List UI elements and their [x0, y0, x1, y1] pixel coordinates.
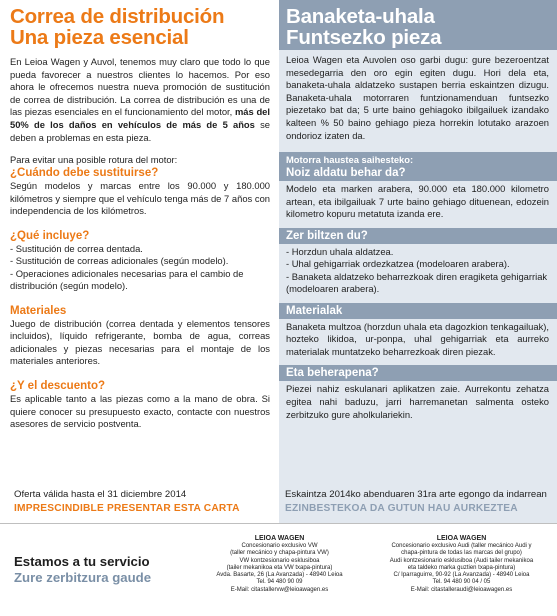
dealer-address: Avda. Basarte, 26 (La Avanzada) - 48940 Leioa — [216, 572, 343, 579]
spanish-intro-highlight: más del 50% de los daños en vehículos de más de 5 años — [10, 106, 270, 130]
dealer-vw-contact — [192, 534, 367, 594]
list-item: - Sustitución de correas adicionales (según modelo). — [10, 255, 229, 267]
basque-title-line1: Banaketa-uhala — [286, 5, 435, 28]
basque-q-materials: Materialak — [279, 303, 557, 319]
spanish-pre-heading: Para evitar una posible rotura del motor: — [10, 154, 178, 166]
spanish-q-when: ¿Cuándo debe sustituirse? — [10, 167, 159, 180]
dealer-line: VW kontzesionario esklusiboa — [239, 557, 320, 564]
dealer-line: chapa-pintura de todas las marcas del grupo) — [401, 550, 522, 557]
spanish-q-discount: ¿Y el descuento? — [10, 379, 106, 392]
spanish-offer-validity: Oferta válida hasta el 31 diciembre 2014 — [14, 489, 187, 500]
spanish-title-line2: Una pieza esencial — [10, 26, 189, 49]
basque-a-when: Modelo eta marken arabera, 90.000 eta 180.000 kilometro artean, eta ibilgailuak 7 urte baino gehiago dituenean, edozein kilometro kopuru metatuta izanda ere. — [286, 183, 549, 220]
list-item: - Sustitución de correa dentada. — [10, 242, 143, 254]
basque-a-discount: Piezei nahiz eskulanari aplikatzen zaie. Aurrekontu zehatza egitea nahi baduzu, jarri harremanetan salmenta osteko zerbitzuko gure aholkulariekin. — [286, 383, 549, 420]
dealer-address: C/ Iparraguirre, 90-92 (La Avanzada) - 48940 Leioa — [393, 572, 530, 579]
list-item: - Horzdun uhala aldatzea. — [286, 245, 394, 257]
dealer-line: Concesionario exclusivo Audi (taller mecánico Audi y — [391, 543, 532, 549]
dealer-email-link[interactable]: E-Mail: citastallervw@leioawagen.es — [230, 586, 329, 593]
basque-offer-validity: Eskaintza 2014ko abenduaren 31ra arte egongo da indarrean — [285, 489, 547, 500]
spanish-q-includes: ¿Qué incluye? — [10, 229, 90, 242]
dealer-audi-contact — [374, 534, 549, 594]
list-item: - Uhal gehigarriak ordezkatzea (modeloaren arabera). — [286, 258, 510, 270]
dealer-line: eta taldeko marka guztien txapa-pintura) — [407, 564, 516, 571]
dealer-name: LEIOA WAGEN — [436, 535, 487, 542]
basque-title-block — [279, 0, 557, 50]
dealer-line: Audi kontzesionario esklusiboa (Audi tailer mekanikoa — [389, 557, 534, 564]
basque-must-present: EZINBESTEKOA DA GUTUN HAU AURKEZTEA — [285, 503, 518, 514]
dealer-phone: Tel. 94 480 90 04 / 05 — [432, 579, 491, 586]
spanish-a-discount: Es aplicable tanto a las piezas como a la mano de obra. Si quiere conocer su presupuesto exacto, contacte con nuestros asesores de servicio postventa. — [10, 392, 270, 430]
list-item: - Operaciones adicionales necesarias para el cambio de distribución (según modelo). — [10, 267, 244, 292]
basque-a-materials: Banaketa multzoa (horzdun uhala eta dagozkion tenkagailuak), hozteko likidoa, ur-ponpa, uhal gehigarriak eta aurreko materialak muntatzeko beharrezkoak diren piezak. — [286, 320, 549, 357]
basque-pre-heading: Motorra hausteа saihesteko: — [279, 152, 557, 166]
basque-q-includes: Zer biltzen du? — [279, 228, 557, 244]
dealer-line: (taller mecánico y chapa-pintura VW) — [230, 550, 329, 557]
basque-intro: Leioa Wagen eta Auvolen oso garbi dugu: gure bezeroentzat mesedegarria den oro egin egiten dugu. Hori dela eta, banaketa-uhala aldatzeko sustapen berria eskaintzen dizugu. Banaketa-uhala motorraren funtzionamenduan funtsezko piezetako bat da; 5 urte baino gehiagoko ibilgailuek izandako kalteen % 50 baino gehiago pieza horrekin lotutako arazoen ondorioz izaten da. — [286, 54, 549, 141]
dealer-phone: Tel. 94 480 90 09 — [256, 579, 303, 586]
footer — [0, 523, 557, 616]
spanish-title-line1: Correa de distribución — [10, 5, 225, 28]
dealer-name: LEIOA WAGEN — [254, 535, 305, 542]
spanish-q-materials: Materiales — [10, 304, 67, 317]
dealer-line: Concesionario exclusivo VW — [241, 543, 318, 549]
service-slogan-spanish: Estamos a tu servicio — [14, 554, 150, 569]
list-item: - Banaketa aldatzeko beharrezkoak diren eragiketa gehigarriak (modeloaren arabera). — [286, 270, 548, 295]
dealer-line: (tailer mekanikoa eta VW txapa-pintura) — [226, 564, 333, 571]
spanish-intro: En Leioa Wagen y Auvol, tenemos muy claro que todo lo que pueda favorecer a nuestros clientes lo hacemos. Por eso ahora le ofrecemos nuestra nueva promoción de sustitución de correa de distribución. La correa de distribución es una de las piezas esenciales en el funcionamiento del motor, más del 50% de los daños en vehículos de más de 5 años se deben a problemas en esta pieza. — [10, 56, 270, 143]
spanish-column — [0, 0, 279, 523]
basque-q-when: Noiz aldatu behar da? — [279, 166, 557, 181]
service-slogan-basque: Zure zerbitzura gaude — [14, 570, 152, 585]
dealer-email-link[interactable]: E-Mail: citastalleraudi@leioawagen.es — [410, 586, 513, 593]
spanish-a-materials: Juego de distribución (correa dentada y elementos tensores incluidos), líquido refrigerante, bomba de agua, correas adicionales y piezas necesarias para el montaje de los materiales anteriores. — [10, 317, 270, 367]
basque-title-line2: Funtsezko pieza — [286, 26, 442, 49]
basque-q-discount: Eta beherapena? — [279, 365, 557, 381]
spanish-includes-list — [10, 243, 270, 293]
spanish-a-when: Según modelos y marcas entre los 90.000 y 180.000 kilómetros y siempre que el vehículo tenga más de 7 años con independencia de los kilómetros. — [10, 180, 270, 217]
spanish-must-present: IMPRESCINDIBLE PRESENTAR ESTA CARTA — [14, 503, 240, 514]
basque-column — [279, 0, 557, 523]
basque-includes-list — [286, 246, 549, 296]
